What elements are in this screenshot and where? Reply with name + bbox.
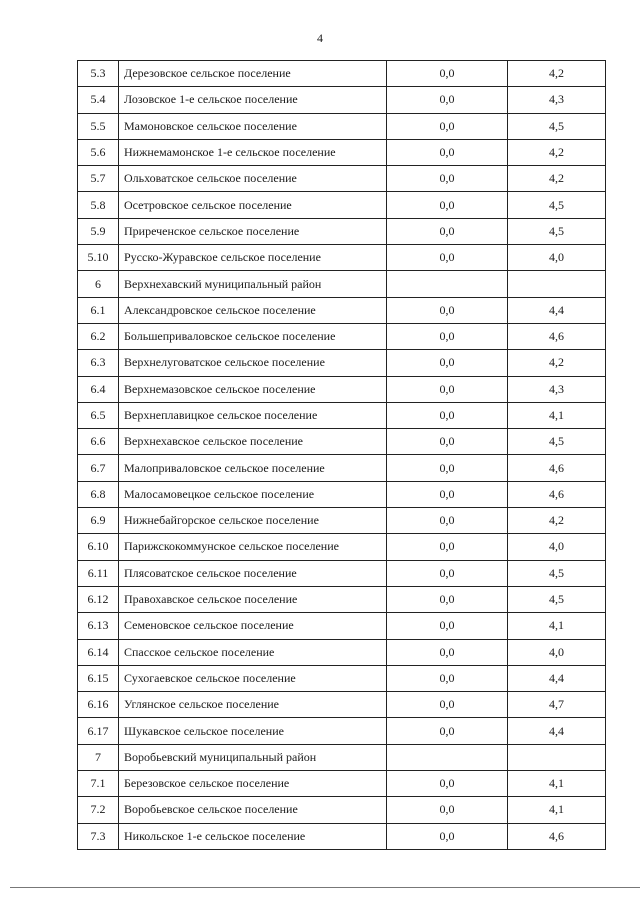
row-number-cell: 6.7	[78, 455, 119, 481]
table-row	[78, 560, 606, 586]
table-row	[78, 797, 606, 823]
row-number-cell: 6.8	[78, 481, 119, 507]
value-2-cell	[508, 744, 606, 770]
row-number-cell: 6.6	[78, 429, 119, 455]
row-number-cell: 6.2	[78, 323, 119, 349]
settlement-name-cell: Верхнемазовское сельское поселение	[119, 376, 387, 402]
settlement-name-cell: Плясоватское сельское поселение	[119, 560, 387, 586]
table-row	[78, 744, 606, 770]
row-number-cell: 5.8	[78, 192, 119, 218]
value-2-cell: 4,5	[508, 218, 606, 244]
settlement-name-cell: Нижнебайгорское сельское поселение	[119, 508, 387, 534]
value-1-cell: 0,0	[387, 455, 508, 481]
settlement-name-cell: Русско-Журавское сельское поселение	[119, 245, 387, 271]
data-table	[77, 60, 606, 850]
row-number-cell: 5.5	[78, 113, 119, 139]
value-2-cell: 4,6	[508, 455, 606, 481]
row-number-cell: 6.1	[78, 297, 119, 323]
value-1-cell: 0,0	[387, 613, 508, 639]
row-number-cell: 5.6	[78, 139, 119, 165]
table-row	[78, 61, 606, 87]
table-row	[78, 771, 606, 797]
value-1-cell: 0,0	[387, 87, 508, 113]
table-row	[78, 613, 606, 639]
value-1-cell: 0,0	[387, 218, 508, 244]
value-1-cell	[387, 744, 508, 770]
table-row	[78, 402, 606, 428]
value-1-cell: 0,0	[387, 692, 508, 718]
settlement-name-cell: Спасское сельское поселение	[119, 639, 387, 665]
row-number-cell: 6.15	[78, 665, 119, 691]
value-1-cell: 0,0	[387, 429, 508, 455]
value-2-cell: 4,4	[508, 665, 606, 691]
table-body	[78, 61, 606, 850]
table-row	[78, 586, 606, 612]
value-2-cell: 4,6	[508, 823, 606, 849]
value-1-cell: 0,0	[387, 560, 508, 586]
settlement-name-cell: Верхнехавский муниципальный район	[119, 271, 387, 297]
table-row	[78, 323, 606, 349]
value-1-cell: 0,0	[387, 376, 508, 402]
value-2-cell: 4,1	[508, 771, 606, 797]
value-1-cell: 0,0	[387, 508, 508, 534]
table-row	[78, 113, 606, 139]
table-row	[78, 297, 606, 323]
settlement-name-cell: Осетровское сельское поселение	[119, 192, 387, 218]
table-row	[78, 376, 606, 402]
settlement-name-cell: Александровское сельское поселение	[119, 297, 387, 323]
value-2-cell: 4,5	[508, 586, 606, 612]
value-1-cell: 0,0	[387, 639, 508, 665]
settlement-name-cell: Сухогаевское сельское поселение	[119, 665, 387, 691]
table-row	[78, 87, 606, 113]
settlement-name-cell: Парижскокоммунское сельское поселение	[119, 534, 387, 560]
value-2-cell: 4,0	[508, 639, 606, 665]
value-2-cell: 4,4	[508, 718, 606, 744]
value-1-cell: 0,0	[387, 297, 508, 323]
table-row	[78, 166, 606, 192]
value-2-cell: 4,2	[508, 139, 606, 165]
row-number-cell: 6.4	[78, 376, 119, 402]
value-1-cell: 0,0	[387, 245, 508, 271]
settlement-name-cell: Приреченское сельское поселение	[119, 218, 387, 244]
value-1-cell: 0,0	[387, 797, 508, 823]
value-2-cell: 4,0	[508, 245, 606, 271]
value-1-cell: 0,0	[387, 192, 508, 218]
value-2-cell: 4,1	[508, 402, 606, 428]
row-number-cell: 6	[78, 271, 119, 297]
row-number-cell: 7.2	[78, 797, 119, 823]
row-number-cell: 5.4	[78, 87, 119, 113]
page-number: 4	[317, 31, 323, 45]
row-number-cell: 6.16	[78, 692, 119, 718]
value-2-cell: 4,1	[508, 797, 606, 823]
row-number-cell: 7.3	[78, 823, 119, 849]
value-2-cell: 4,3	[508, 87, 606, 113]
value-2-cell: 4,5	[508, 113, 606, 139]
value-2-cell: 4,3	[508, 376, 606, 402]
value-1-cell: 0,0	[387, 350, 508, 376]
settlement-name-cell: Большеприваловское сельское поселение	[119, 323, 387, 349]
table-row	[78, 218, 606, 244]
row-number-cell: 7.1	[78, 771, 119, 797]
settlement-name-cell: Ольховатское сельское поселение	[119, 166, 387, 192]
table-row	[78, 718, 606, 744]
value-1-cell: 0,0	[387, 323, 508, 349]
settlement-name-cell: Воробьевский муниципальный район	[119, 744, 387, 770]
settlement-name-cell: Верхнеплавицкое сельское поселение	[119, 402, 387, 428]
value-2-cell: 4,4	[508, 297, 606, 323]
settlement-name-cell: Верхнехавское сельское поселение	[119, 429, 387, 455]
value-2-cell: 4,5	[508, 192, 606, 218]
settlement-name-cell: Воробьевское сельское поселение	[119, 797, 387, 823]
settlement-name-cell: Малоприваловское сельское поселение	[119, 455, 387, 481]
settlement-name-cell: Семеновское сельское поселение	[119, 613, 387, 639]
value-2-cell: 4,7	[508, 692, 606, 718]
value-1-cell: 0,0	[387, 166, 508, 192]
value-1-cell: 0,0	[387, 139, 508, 165]
row-number-cell: 6.3	[78, 350, 119, 376]
settlement-name-cell: Правохавское сельское поселение	[119, 586, 387, 612]
value-1-cell: 0,0	[387, 823, 508, 849]
table-row	[78, 139, 606, 165]
value-1-cell: 0,0	[387, 586, 508, 612]
settlement-name-cell: Никольское 1-е сельское поселение	[119, 823, 387, 849]
value-2-cell: 4,5	[508, 560, 606, 586]
value-2-cell: 4,2	[508, 166, 606, 192]
bottom-rule	[10, 887, 640, 888]
row-number-cell: 6.9	[78, 508, 119, 534]
row-number-cell: 7	[78, 744, 119, 770]
row-number-cell: 6.14	[78, 639, 119, 665]
row-number-cell: 5.10	[78, 245, 119, 271]
row-number-cell: 5.9	[78, 218, 119, 244]
value-2-cell: 4,2	[508, 508, 606, 534]
row-number-cell: 5.3	[78, 61, 119, 87]
settlement-name-cell: Дерезовское сельское поселение	[119, 61, 387, 87]
value-2-cell	[508, 271, 606, 297]
row-number-cell: 6.11	[78, 560, 119, 586]
row-number-cell: 6.5	[78, 402, 119, 428]
table-row	[78, 271, 606, 297]
row-number-cell: 6.12	[78, 586, 119, 612]
value-2-cell: 4,2	[508, 350, 606, 376]
settlement-name-cell: Мамоновское сельское поселение	[119, 113, 387, 139]
value-1-cell: 0,0	[387, 61, 508, 87]
value-1-cell	[387, 271, 508, 297]
settlement-name-cell: Березовское сельское поселение	[119, 771, 387, 797]
table-row	[78, 534, 606, 560]
table-row	[78, 823, 606, 849]
table-row	[78, 508, 606, 534]
settlement-name-cell: Лозовское 1-е сельское поселение	[119, 87, 387, 113]
value-2-cell: 4,0	[508, 534, 606, 560]
settlement-name-cell: Малосамовецкое сельское поселение	[119, 481, 387, 507]
value-1-cell: 0,0	[387, 113, 508, 139]
value-1-cell: 0,0	[387, 481, 508, 507]
value-2-cell: 4,6	[508, 481, 606, 507]
row-number-cell: 6.10	[78, 534, 119, 560]
value-2-cell: 4,5	[508, 429, 606, 455]
settlement-name-cell: Углянское сельское поселение	[119, 692, 387, 718]
table-row	[78, 429, 606, 455]
value-1-cell: 0,0	[387, 771, 508, 797]
row-number-cell: 5.7	[78, 166, 119, 192]
value-2-cell: 4,6	[508, 323, 606, 349]
table-row	[78, 245, 606, 271]
value-1-cell: 0,0	[387, 534, 508, 560]
table-row	[78, 481, 606, 507]
row-number-cell: 6.13	[78, 613, 119, 639]
value-2-cell: 4,2	[508, 61, 606, 87]
value-1-cell: 0,0	[387, 665, 508, 691]
table-row	[78, 192, 606, 218]
table-row	[78, 350, 606, 376]
value-1-cell: 0,0	[387, 718, 508, 744]
row-number-cell: 6.17	[78, 718, 119, 744]
settlement-name-cell: Нижнемамонское 1-е сельское поселение	[119, 139, 387, 165]
table-row	[78, 455, 606, 481]
table-row	[78, 639, 606, 665]
settlement-name-cell: Верхнелуговатское сельское поселение	[119, 350, 387, 376]
settlement-name-cell: Шукавское сельское поселение	[119, 718, 387, 744]
value-2-cell: 4,1	[508, 613, 606, 639]
table-row	[78, 692, 606, 718]
table-row	[78, 665, 606, 691]
value-1-cell: 0,0	[387, 402, 508, 428]
